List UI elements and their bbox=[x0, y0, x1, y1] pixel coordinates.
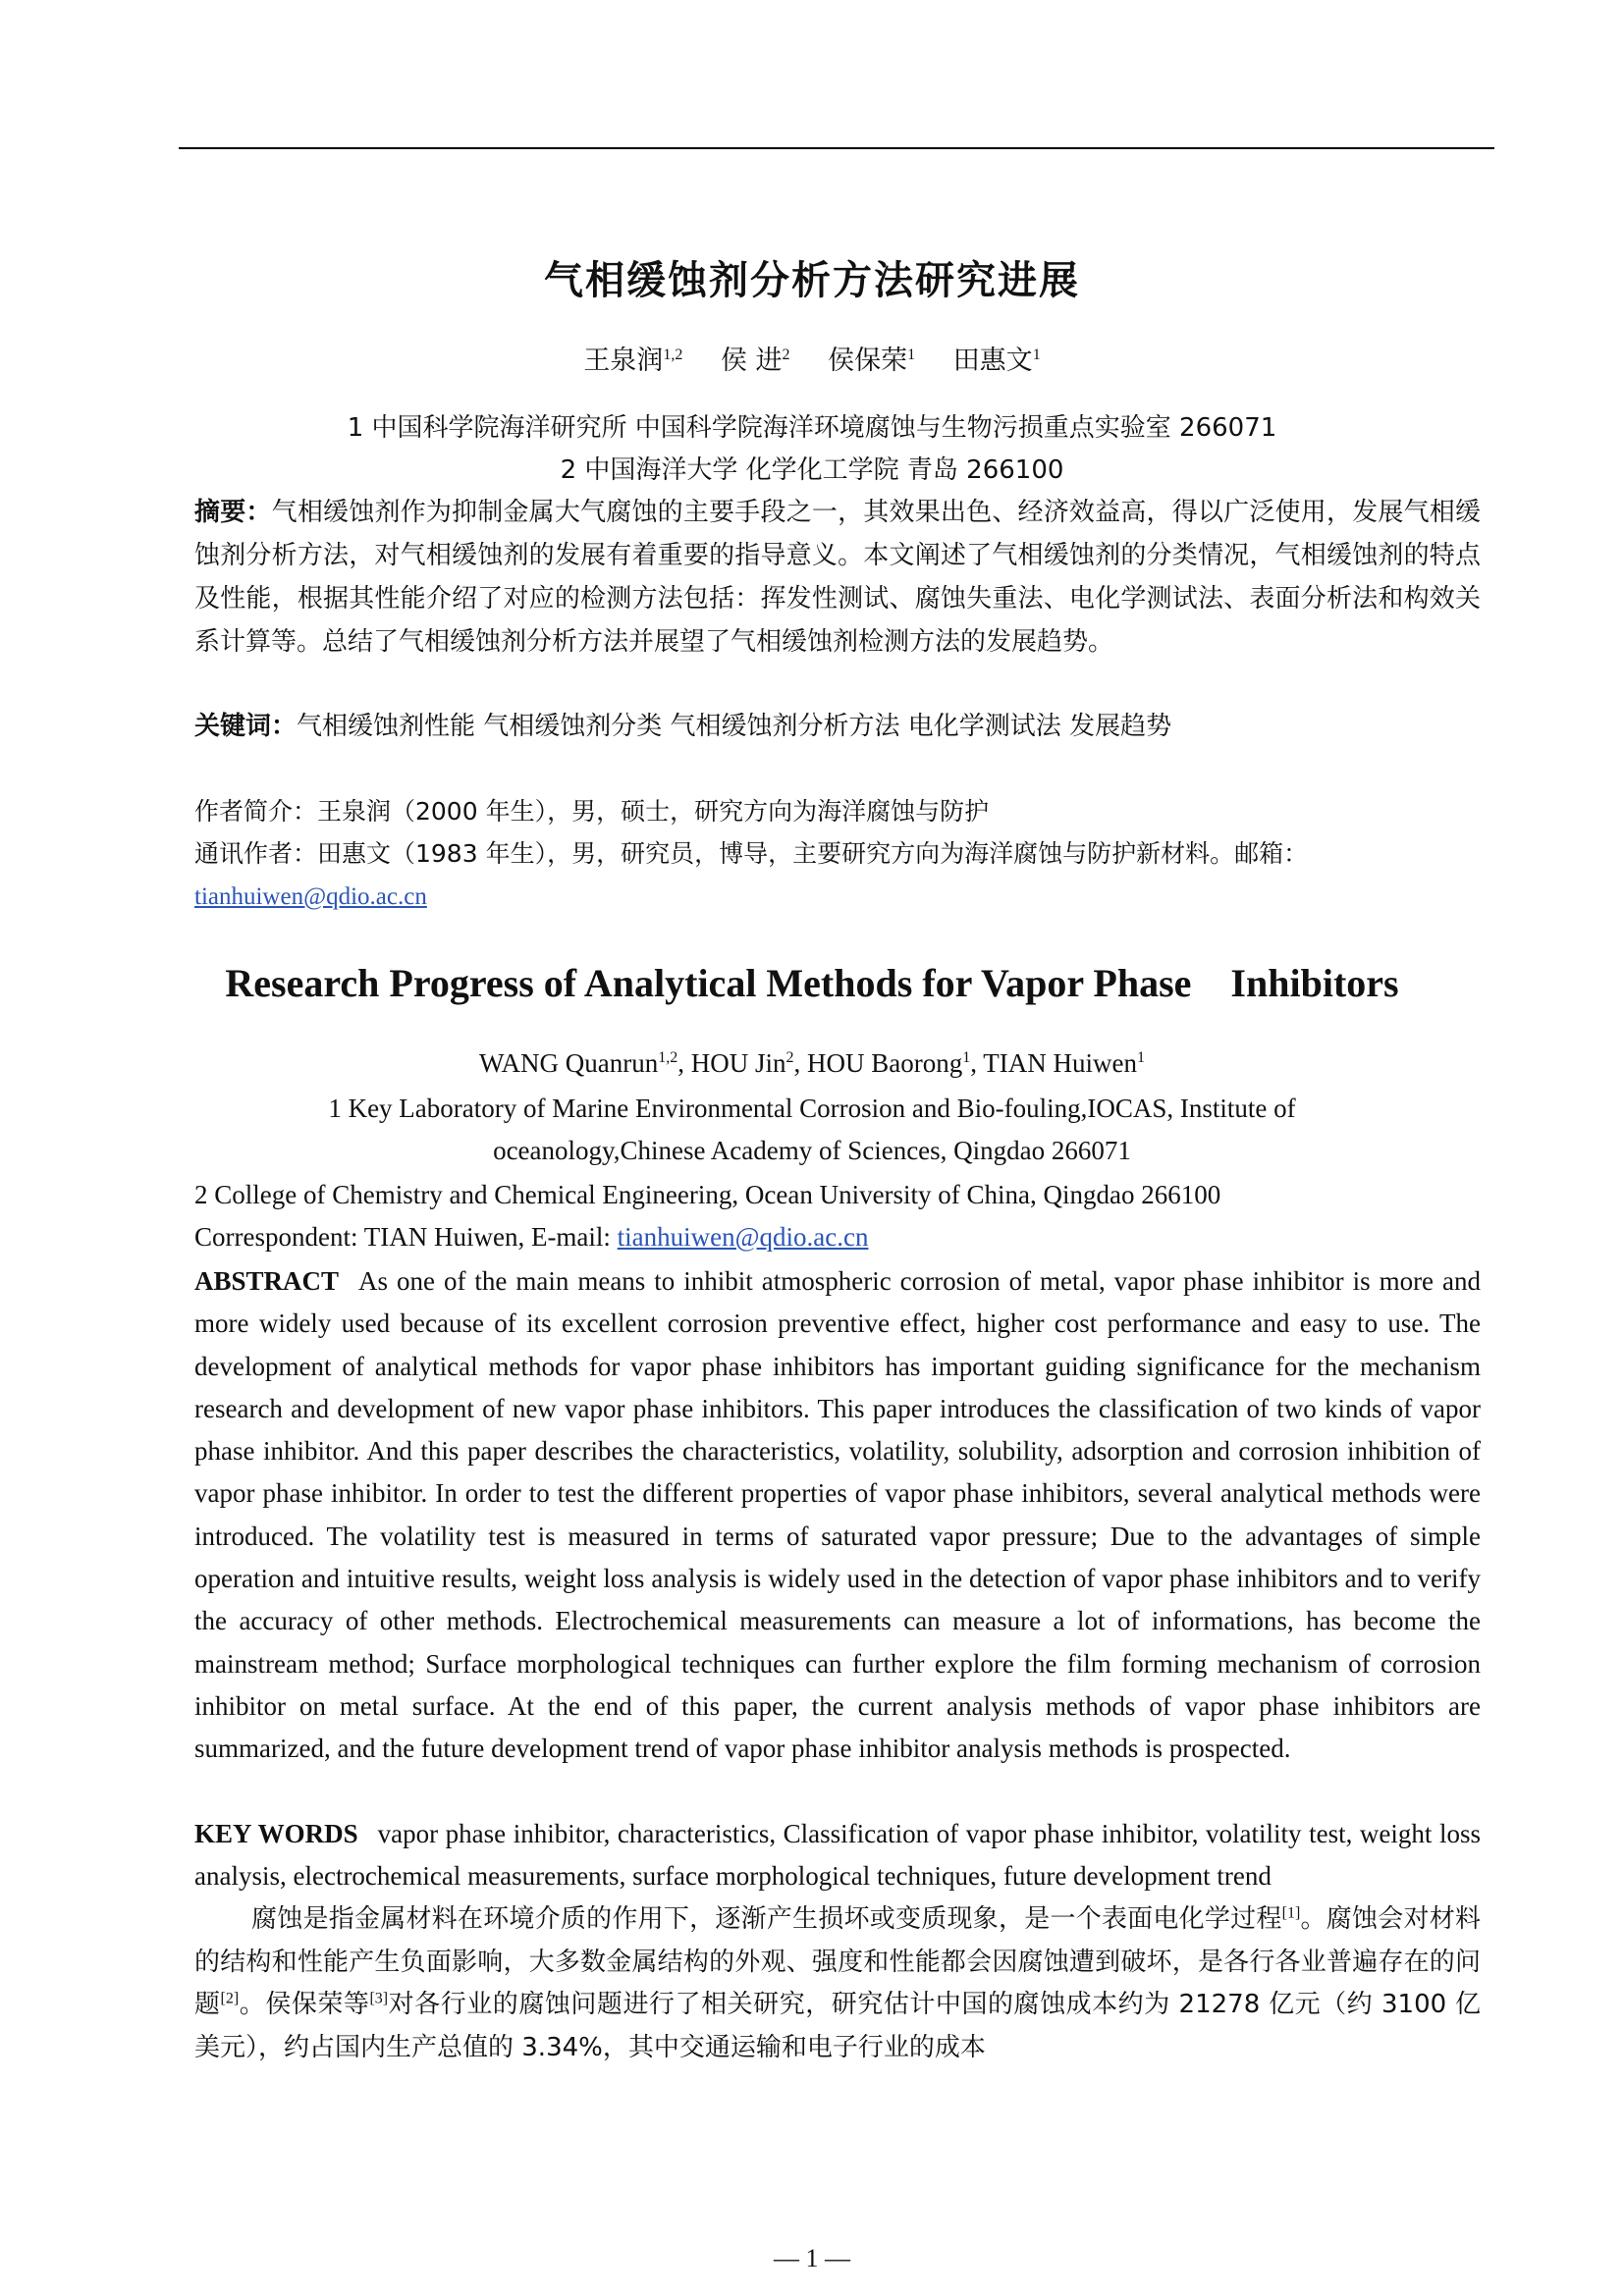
cn-email-link[interactable]: tianhuiwen@qdio.ac.cn bbox=[194, 883, 427, 910]
cn-author-bio: 作者简介：王泉润（2000 年生），男，硕士，研究方向为海洋腐蚀与防护 bbox=[194, 797, 990, 826]
intro-text: 。侯保荣等 bbox=[239, 1990, 370, 2019]
cn-abstract-label: 摘要： bbox=[194, 498, 272, 527]
en-authors: WANG Quanrun$^{1,2}$, HOU Jin$^2$, HOU Baorong$^1$, TIAN Huiwen$^1$ bbox=[479, 1048, 1145, 1078]
cn-author-info bbox=[194, 790, 1481, 918]
en-keywords-label: KEY WORDS bbox=[194, 1819, 358, 1848]
en-correspondent bbox=[194, 1216, 1481, 1258]
en-affiliation-1-line2: oceanology,Chinese Academy of Sciences, Qingdao 266071 bbox=[493, 1136, 1131, 1165]
cn-author-sup: 1 bbox=[907, 347, 916, 363]
en-author: WANG Quanrun bbox=[479, 1048, 659, 1078]
citation-ref: [2] bbox=[220, 1990, 240, 2007]
cn-keywords-label: 关键词： bbox=[194, 712, 298, 741]
en-affiliation-1 bbox=[0, 1088, 1624, 1172]
cn-keywords bbox=[194, 705, 1481, 748]
en-author-sup: 2 bbox=[785, 1049, 794, 1066]
page-number: — 1 — bbox=[774, 2244, 850, 2272]
cn-author: 侯 进 bbox=[720, 346, 783, 376]
cn-title: 气相缓蚀剂分析方法研究进展 bbox=[544, 258, 1080, 303]
cn-author-sup: 2 bbox=[782, 347, 790, 363]
en-correspondent-label: Correspondent: TIAN Huiwen, E-mail: bbox=[194, 1222, 618, 1252]
intro-text: 腐蚀是指金属材料在环境介质的作用下，逐渐产生损坏或变质现象，是一个表面电化学过程 bbox=[251, 1904, 1282, 1934]
cn-abstract-text: 气相缓蚀剂作为抑制金属大气腐蚀的主要手段之一，其效果出色、经济效益高，得以广泛使用，发展气相缓蚀剂分析方法，对气相缓蚀剂的发展有着重要的指导意义。本文阐述了气相缓蚀剂的分类情况，气相缓蚀剂的特点及性能，根据其性能介绍了对应的检测方法包括：挥发性测试、腐蚀失重法、电化学测试法、表面分析法和构效关系计算等。总结了气相缓蚀剂分析方法并展望了气相缓蚀剂检测方法的发展趋势。 bbox=[194, 498, 1481, 657]
intro-text: 。腐蚀会对材料的结构和性能产生负面影响，大多数金属结构的外观、强度和性能都会因腐蚀遭到破坏，是各行各业普遍存在的问题 bbox=[194, 1904, 1481, 2019]
cn-authors bbox=[0, 339, 1624, 377]
cn-affiliation-1: 1 中国科学院海洋研究所 中国科学院海洋环境腐蚀与生物污损重点实验室 266071 bbox=[347, 413, 1277, 443]
en-keywords bbox=[194, 1813, 1481, 1898]
citation-ref: [1] bbox=[1281, 1904, 1301, 1922]
en-affiliation-2: 2 College of Chemistry and Chemical Engineering, Ocean University of China, Qingdao 266100 bbox=[194, 1180, 1221, 1209]
en-author: TIAN Huiwen bbox=[983, 1048, 1137, 1078]
cn-affiliation-2: 2 中国海洋大学 化学化工学院 青岛 266100 bbox=[560, 455, 1064, 485]
intro-text: 对各行业的腐蚀问题进行了相关研究，研究估计中国的腐蚀成本约为 21278 亿元（约 3100 亿美元），约占国内生产总值的 3.34%，其中交通运输和电子行业的成本 bbox=[194, 1990, 1481, 2062]
en-abstract bbox=[194, 1260, 1481, 1771]
en-author-sup: 1,2 bbox=[658, 1049, 678, 1066]
en-affiliation-1-line1: 1 Key Laboratory of Marine Environmental Corrosion and Bio-fouling,IOCAS, Institute of bbox=[328, 1094, 1296, 1123]
cn-author: 田惠文 bbox=[952, 346, 1033, 376]
en-keywords-text: vapor phase inhibitor, characteristics, Classification of vapor phase inhibitor, volatility test, weight loss analysis, electrochemical measurements, surface morphological techniques, future development trend bbox=[194, 1819, 1481, 1892]
en-author-sup: 1 bbox=[962, 1049, 971, 1066]
en-author-sup: 1 bbox=[1136, 1049, 1145, 1066]
cn-keywords-text: 气相缓蚀剂性能 气相缓蚀剂分类 气相缓蚀剂分析方法 电化学测试法 发展趋势 bbox=[297, 712, 1172, 741]
cn-author-sup: 1 bbox=[1032, 347, 1041, 363]
header-rule bbox=[179, 147, 1494, 149]
cn-author-sup: 1,2 bbox=[663, 347, 683, 363]
en-title: Research Progress of Analytical Methods for Vapor Phase Inhibitors bbox=[225, 961, 1399, 1005]
citation-ref: [3] bbox=[369, 1990, 389, 2007]
cn-abstract bbox=[194, 491, 1481, 664]
en-email-link[interactable]: tianhuiwen@qdio.ac.cn bbox=[617, 1222, 869, 1252]
en-author: HOU Baorong bbox=[807, 1048, 963, 1078]
cn-corresponding-author: 通讯作者：田惠文（1983 年生），男，研究员，博导，主要研究方向为海洋腐蚀与防护新材料。邮箱： bbox=[194, 839, 1309, 868]
en-abstract-text: As one of the main means to inhibit atmospheric corrosion of metal, vapor phase inhibitor is more and more widely used because of its excellent corrosion preventive effect, higher cost performance and easy to use. The development of analytical methods for vapor phase inhibitors has important guiding significance for the mechanism research and development of new vapor phase inhibitors. This paper introduces the classification of two kinds of vapor phase inhibitor. And this paper describes the characteristics, volatility, solubility, adsorption and corrosion inhibition of vapor phase inhibitor. In order to test the different properties of vapor phase inhibitors, several analytical methods were introduced. The volatility test is measured in terms of saturated vapor pressure; Due to the advantages of simple operation and intuitive results, weight loss analysis is widely used in the detection of vapor phase inhibitors and to verify the accuracy of other methods. Electrochemical measurements can measure a lot of informations, has become the mainstream method; Surface morphological techniques can further explore the film forming mechanism of corrosion inhibitor on metal surface. At the end of this paper, the current analysis methods of vapor phase inhibitors are summarized, and the future development trend of vapor phase inhibitor analysis methods is prospected. bbox=[194, 1266, 1481, 1764]
en-abstract-label: ABSTRACT bbox=[194, 1266, 340, 1296]
cn-author: 侯保荣 bbox=[828, 346, 908, 376]
cn-author: 王泉润 bbox=[583, 346, 664, 376]
intro-paragraph bbox=[194, 1898, 1481, 2069]
en-author: HOU Jin bbox=[690, 1048, 786, 1078]
